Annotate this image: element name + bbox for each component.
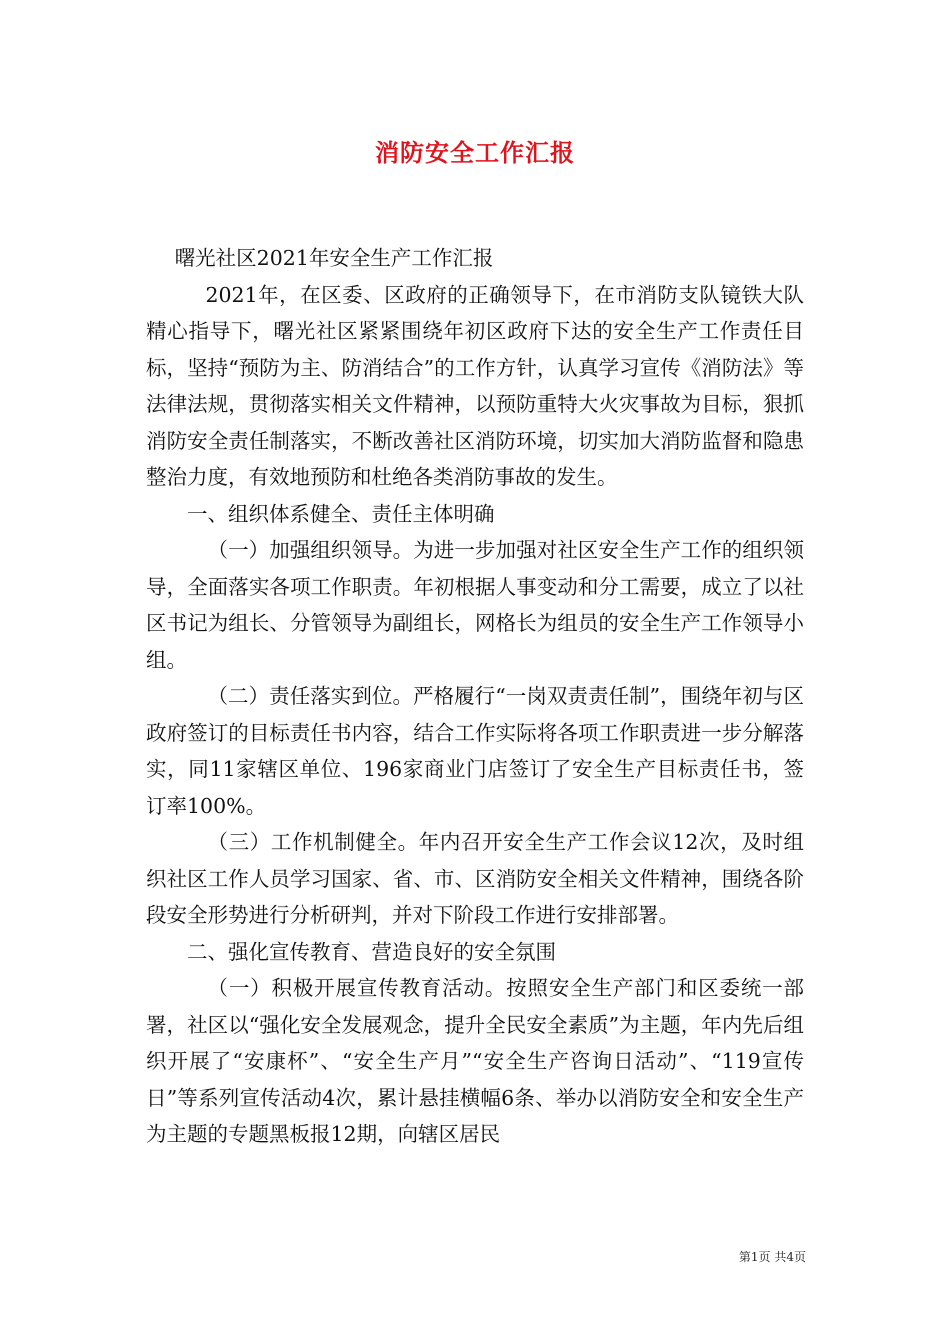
paragraph-1-2: （二）责任落实到位。严格履行“一岗双责责任制”，围绕年初与区政府签订的目标责任书内容，结合工作实际将各项工作职责进一步分解落实，同11家辖区单位、196家商业门店签订了安全生产目标责任书，签订率100%。 — [146, 684, 804, 818]
page-number: 第1页 共4页 — [738, 1250, 806, 1264]
document-subtitle: 曙光社区2021年安全生产工作汇报 — [174, 246, 494, 270]
document-body — [146, 240, 804, 1153]
paragraph-intro: 2021年，在区委、区政府的正确领导下，在市消防支队镜铁大队精心指导下，曙光社区紧紧围绕年初区政府下达的安全生产工作责任目标，坚持“预防为主、防消结合”的工作方针，认真学习宣传《消防法》等法律法规，贯彻落实相关文件精神，以预防重特大火灾事故为目标，狠抓消防安全责任制落实，不断改善社区消防环境，切实加大消防监督和隐患整治力度，有效地预防和杜绝各类消防事故的发生。 — [146, 282, 804, 489]
section-heading-1: 一、组织体系健全、责任主体明确 — [187, 501, 495, 526]
document-title: 消防安全工作汇报 — [375, 138, 575, 167]
paragraph-2-1: （一）积极开展宣传教育活动。按照安全生产部门和区委统一部署，社区以“强化安全发展观念，提升全民安全素质”为主题，年内先后组织开展了“安康杯”、“安全生产月”“安全生产咨询日活动”、“119宣传日”等系列宣传活动4次，累计悬挂横幅6条、举办以消防安全和安全生产为主题的专题黑板报12期，向辖区居民 — [146, 976, 804, 1146]
section-heading-2: 二、强化宣传教育、营造良好的安全氛围 — [187, 939, 556, 964]
paragraph-1-1: （一）加强组织领导。为进一步加强对社区安全生产工作的组织领导，全面落实各项工作职责。年初根据人事变动和分工需要，成立了以社区书记为组长、分管领导为副组长，网格长为组员的安全生产工作领导小组。 — [146, 538, 804, 672]
paragraph-1-3: （三）工作机制健全。年内召开安全生产工作会议12次，及时组织社区工作人员学习国家、省、市、区消防安全相关文件精神，围绕各阶段安全形势进行分析研判，并对下阶段工作进行安排部署。 — [146, 830, 804, 927]
